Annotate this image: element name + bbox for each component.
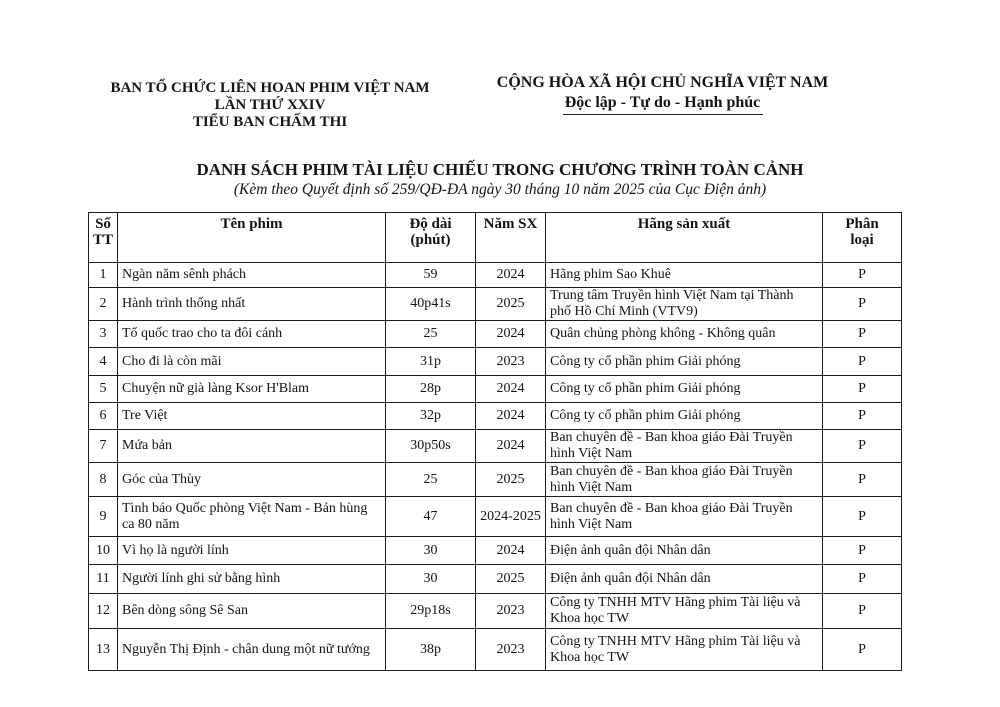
- table-row: [89, 594, 902, 629]
- cell-producer: Công ty TNHH MTV Hãng phim Tài liệu và Khoa học TW: [546, 629, 823, 671]
- cell-duration: 38p: [386, 629, 476, 671]
- issuing-body-line3: TIỂU BAN CHẤM THI: [192, 114, 348, 130]
- cell-film-name: Mứa bản: [118, 430, 386, 463]
- table-row: [89, 403, 902, 430]
- table-row: [89, 565, 902, 594]
- cell-type: P: [823, 629, 902, 671]
- cell-producer: Công ty TNHH MTV Hãng phim Tài liệu và Khoa học TW: [546, 594, 823, 629]
- cell-duration: 59: [386, 263, 476, 288]
- cell-year: 2023: [476, 594, 546, 629]
- cell-producer: Quân chủng phòng không - Không quân: [546, 321, 823, 348]
- cell-duration: 30: [386, 565, 476, 594]
- table-row: [89, 463, 902, 497]
- cell-type: P: [823, 403, 902, 430]
- table-row: [89, 263, 902, 288]
- cell-type: P: [823, 565, 902, 594]
- cell-no: 7: [89, 430, 118, 463]
- table-row: [89, 288, 902, 321]
- cell-film-name: Tổ quốc trao cho ta đôi cánh: [118, 321, 386, 348]
- table-row: [89, 348, 902, 376]
- cell-no: 4: [89, 348, 118, 376]
- cell-film-name: Tre Việt: [118, 403, 386, 430]
- cell-no: 10: [89, 537, 118, 565]
- cell-no: 11: [89, 565, 118, 594]
- cell-film-name: Tình báo Quốc phòng Việt Nam - Bản hùng ca 80 năm: [118, 497, 386, 537]
- cell-duration: 29p18s: [386, 594, 476, 629]
- col-header-type: Phân loại: [823, 213, 902, 263]
- cell-year: 2023: [476, 629, 546, 671]
- cell-no: 5: [89, 376, 118, 403]
- cell-duration: 25: [386, 463, 476, 497]
- cell-producer: Công ty cổ phần phim Giải phóng: [546, 403, 823, 430]
- cell-producer: Điện ảnh quân đội Nhân dân: [546, 537, 823, 565]
- table-row: [89, 321, 902, 348]
- cell-producer: Công ty cổ phần phim Giải phóng: [546, 376, 823, 403]
- cell-year: 2024: [476, 376, 546, 403]
- national-header: [490, 73, 835, 115]
- cell-producer: Điện ảnh quân đội Nhân dân: [546, 565, 823, 594]
- table-row: [89, 376, 902, 403]
- cell-producer: Ban chuyên đề - Ban khoa giáo Đài Truyền hình Việt Nam: [546, 463, 823, 497]
- cell-film-name: Bên dòng sông Sê San: [118, 594, 386, 629]
- cell-film-name: Hành trình thống nhất: [118, 288, 386, 321]
- cell-film-name: Chuyện nữ già làng Ksor H'Blam: [118, 376, 386, 403]
- cell-year: 2024: [476, 403, 546, 430]
- cell-no: 13: [89, 629, 118, 671]
- cell-no: 2: [89, 288, 118, 321]
- table-row: [89, 537, 902, 565]
- cell-year: 2024: [476, 430, 546, 463]
- cell-film-name: Vì họ là người lính: [118, 537, 386, 565]
- col-header-duration: Độ dài (phút): [386, 213, 476, 263]
- cell-film-name: Ngàn năm sênh phách: [118, 263, 386, 288]
- cell-type: P: [823, 430, 902, 463]
- cell-film-name: Người lính ghi sử bằng hình: [118, 565, 386, 594]
- cell-film-name: Nguyễn Thị Định - chân dung một nữ tướng: [118, 629, 386, 671]
- cell-no: 6: [89, 403, 118, 430]
- cell-duration: 47: [386, 497, 476, 537]
- table-row: [89, 430, 902, 463]
- national-title: CỘNG HÒA XÃ HỘI CHỦ NGHĨA VIỆT NAM: [496, 74, 829, 91]
- document-subtitle: (Kèm theo Quyết định số 259/QĐ-ĐA ngày 30 tháng 10 năm 2025 của Cục Điện ảnh): [233, 181, 767, 198]
- table-row: [89, 497, 902, 537]
- cell-producer: Trung tâm Truyền hình Việt Nam tại Thành phố Hồ Chí Minh (VTV9): [546, 288, 823, 321]
- cell-year: 2024: [476, 263, 546, 288]
- col-header-producer: Hãng sản xuất: [546, 213, 823, 263]
- cell-producer: Hãng phim Sao Khuê: [546, 263, 823, 288]
- cell-no: 12: [89, 594, 118, 629]
- film-list-table: [88, 212, 902, 671]
- cell-type: P: [823, 463, 902, 497]
- cell-type: P: [823, 263, 902, 288]
- cell-duration: 32p: [386, 403, 476, 430]
- cell-year: 2024-2025: [476, 497, 546, 537]
- cell-duration: 25: [386, 321, 476, 348]
- cell-year: 2025: [476, 288, 546, 321]
- issuing-body-header: [100, 80, 440, 131]
- cell-film-name: Cho đi là còn mãi: [118, 348, 386, 376]
- table-header-row: [89, 213, 902, 263]
- cell-year: 2025: [476, 565, 546, 594]
- cell-producer: Công ty cổ phần phim Giải phóng: [546, 348, 823, 376]
- cell-type: P: [823, 497, 902, 537]
- cell-no: 9: [89, 497, 118, 537]
- cell-producer: Ban chuyên đề - Ban khoa giáo Đài Truyền hình Việt Nam: [546, 430, 823, 463]
- cell-year: 2025: [476, 463, 546, 497]
- cell-producer: Ban chuyên đề - Ban khoa giáo Đài Truyền hình Việt Nam: [546, 497, 823, 537]
- cell-no: 8: [89, 463, 118, 497]
- cell-duration: 30: [386, 537, 476, 565]
- table-row: [89, 629, 902, 671]
- cell-duration: 30p50s: [386, 430, 476, 463]
- cell-duration: 40p41s: [386, 288, 476, 321]
- cell-type: P: [823, 321, 902, 348]
- cell-duration: 28p: [386, 376, 476, 403]
- national-motto: Độc lập - Tự do - Hạnh phúc: [564, 94, 761, 111]
- cell-year: 2024: [476, 537, 546, 565]
- cell-type: P: [823, 594, 902, 629]
- document-title: DANH SÁCH PHIM TÀI LIỆU CHIẾU TRONG CHƯƠNG TRÌNH TOÀN CẢNH: [196, 160, 804, 179]
- cell-year: 2023: [476, 348, 546, 376]
- col-header-no: Số TT: [89, 213, 118, 263]
- cell-film-name: Góc của Thùy: [118, 463, 386, 497]
- cell-type: P: [823, 348, 902, 376]
- cell-no: 1: [89, 263, 118, 288]
- cell-type: P: [823, 537, 902, 565]
- cell-type: P: [823, 376, 902, 403]
- motto-underline: [563, 114, 763, 115]
- issuing-body-line1: BAN TỔ CHỨC LIÊN HOAN PHIM VIỆT NAM: [110, 80, 430, 96]
- cell-year: 2024: [476, 321, 546, 348]
- col-header-name: Tên phim: [118, 213, 386, 263]
- cell-duration: 31p: [386, 348, 476, 376]
- cell-no: 3: [89, 321, 118, 348]
- issuing-body-line2: LẦN THỨ XXIV: [214, 97, 326, 113]
- cell-type: P: [823, 288, 902, 321]
- col-header-year: Năm SX: [476, 213, 546, 263]
